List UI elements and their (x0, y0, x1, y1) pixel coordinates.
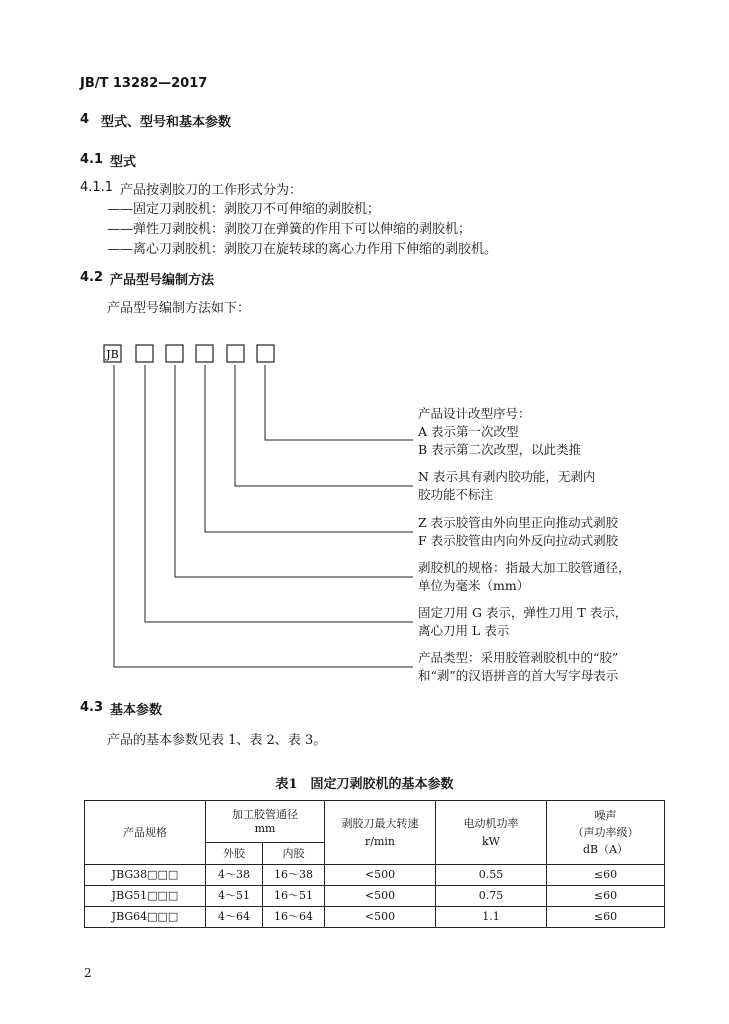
table-caption: 表1 固定刀剥胶机的基本参数 (275, 777, 454, 792)
page-number: 2 (84, 966, 92, 980)
section-4-2-title: 产品型号编制方法 (110, 273, 215, 288)
section-4-3-title: 基本参数 (110, 703, 163, 718)
code-box-revision (257, 345, 274, 362)
leader-line (235, 365, 413, 486)
list-item: ——弹性刀剥胶机：剥胶刀在弹簧的作用下可以伸缩的剥胶机； (107, 222, 472, 237)
cell-speed: <500 (325, 886, 436, 907)
section-4-3-text: 产品的基本参数见表 1、表 2、表 3。 (107, 733, 327, 748)
cell-noise: ≤60 (547, 865, 665, 886)
leader-line (265, 365, 413, 440)
cell-spec: JBG38□□□ (85, 865, 206, 886)
cell-outer: 4～38 (206, 865, 263, 886)
label-direction: Z 表示胶管由外向里正向推动式剥胶 F 表示胶管由内向外反向拉动式剥胶 (418, 515, 619, 548)
cell-spec: JBG64□□□ (85, 907, 206, 928)
header-noise: 噪声 （声功率级） dB（A） (547, 801, 665, 865)
list-item: ——固定刀剥胶机：剥胶刀不可伸缩的剥胶机； (107, 202, 381, 217)
label-product-type: 产品类型：采用胶管剥胶机中的“胶” 和“剥”的汉语拼音的首大写字母表示 (418, 650, 619, 683)
section-4-number: 4 (80, 112, 90, 127)
header-outer: 外胶 (206, 843, 263, 865)
leader-line (175, 365, 413, 577)
cell-spec: JBG51□□□ (85, 886, 206, 907)
section-4-2-text: 产品型号编制方法如下： (107, 301, 251, 316)
cell-power: 0.75 (436, 886, 547, 907)
cell-inner: 16～38 (263, 865, 325, 886)
table-row (85, 907, 665, 928)
header-power: 电动机功率 kW (436, 801, 547, 865)
code-box-type (136, 345, 153, 362)
cell-speed: <500 (325, 907, 436, 928)
cell-outer: 4～64 (206, 907, 263, 928)
section-4-1-title: 型式 (110, 155, 137, 170)
table-row (85, 865, 665, 886)
label-spec: 剥胶机的规格：指最大加工胶管通径， 单位为毫米（mm） (418, 560, 631, 593)
code-box-prefix-text: JB (106, 348, 119, 361)
list-item: ——离心刀剥胶机：剥胶刀在旋转球的离心力作用下伸缩的剥胶机。 (107, 242, 498, 257)
standard-number: JB/T 13282—2017 (80, 76, 208, 91)
label-revision: 产品设计改型序号： A 表示第一次改型 B 表示第二次改型，以此类推 (418, 406, 582, 457)
table-row (85, 886, 665, 907)
cell-power: 1.1 (436, 907, 547, 928)
header-inner: 内胶 (263, 843, 325, 865)
section-4-1-1-text: 产品按剥胶刀的工作形式分为： (120, 183, 303, 198)
cell-inner: 16～51 (263, 886, 325, 907)
label-inner-function: N 表示具有剥内胶功能，无剥内 胶功能不标注 (418, 469, 596, 502)
leader-line (145, 365, 413, 622)
code-box-direction (196, 345, 213, 362)
cell-noise: ≤60 (547, 886, 665, 907)
header-diameter: 加工胶管通径 mm (206, 801, 325, 843)
section-4-1-1-number: 4.1.1 (80, 180, 114, 195)
cell-inner: 16～64 (263, 907, 325, 928)
leader-line (205, 365, 413, 532)
section-4-2-number: 4.2 (80, 270, 104, 285)
cell-outer: 4～51 (206, 886, 263, 907)
section-4-title: 型式、型号和基本参数 (101, 115, 232, 130)
section-4-3-number: 4.3 (80, 700, 104, 715)
code-box-spec (166, 345, 183, 362)
cell-speed: <500 (325, 865, 436, 886)
cell-power: 0.55 (436, 865, 547, 886)
header-speed: 剥胶刀最大转速 r/min (325, 801, 436, 865)
parameter-table (84, 800, 665, 928)
cell-noise: ≤60 (547, 907, 665, 928)
label-knife-type: 固定刀用 G 表示，弹性刀用 T 表示， 离心刀用 L 表示 (418, 605, 628, 638)
section-4-1-number: 4.1 (80, 152, 104, 167)
header-spec: 产品规格 (85, 801, 206, 865)
code-box-inner (227, 345, 244, 362)
